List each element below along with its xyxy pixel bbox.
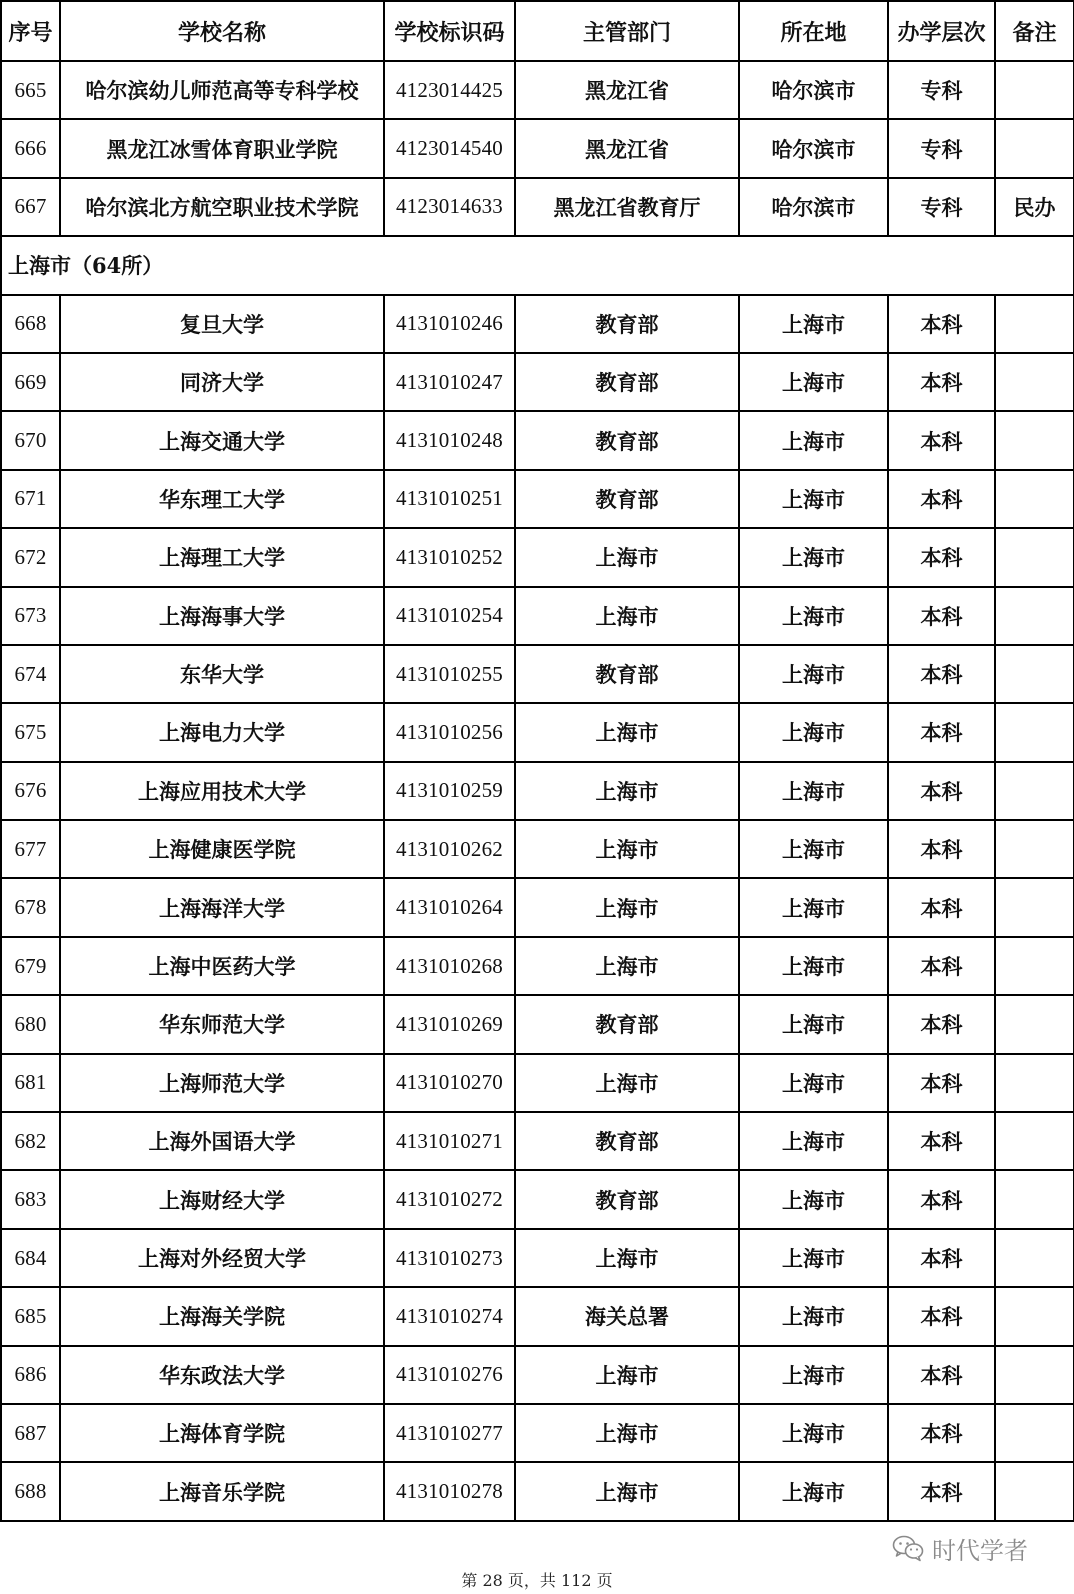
cell-level: 本科 bbox=[888, 820, 995, 878]
cell-level: 本科 bbox=[888, 1404, 995, 1462]
cell-serial-number: 667 bbox=[1, 178, 60, 236]
table-row bbox=[1, 1462, 1074, 1520]
cell-serial-number: 678 bbox=[1, 878, 60, 936]
cell-level: 本科 bbox=[888, 878, 995, 936]
cell-location: 上海市 bbox=[739, 995, 888, 1053]
cell-note bbox=[995, 1112, 1074, 1170]
cell-department: 上海市 bbox=[515, 937, 739, 995]
table-row bbox=[1, 1346, 1074, 1404]
cell-school-name: 上海交通大学 bbox=[60, 411, 384, 469]
table-row bbox=[1, 878, 1074, 936]
cell-school-name: 华东师范大学 bbox=[60, 995, 384, 1053]
table-row bbox=[1, 820, 1074, 878]
cell-location: 上海市 bbox=[739, 1346, 888, 1404]
cell-school-code: 4123014633 bbox=[384, 178, 515, 236]
cell-location: 上海市 bbox=[739, 1170, 888, 1228]
section-heading: 上海市（64所） bbox=[1, 236, 1074, 294]
cell-note bbox=[995, 762, 1074, 820]
cell-school-name: 上海海事大学 bbox=[60, 587, 384, 645]
cell-department: 上海市 bbox=[515, 587, 739, 645]
cell-location: 上海市 bbox=[739, 762, 888, 820]
cell-note bbox=[995, 1170, 1074, 1228]
table-row bbox=[1, 353, 1074, 411]
cell-school-name: 上海电力大学 bbox=[60, 703, 384, 761]
cell-school-name: 复旦大学 bbox=[60, 295, 384, 353]
cell-level: 本科 bbox=[888, 703, 995, 761]
cell-level: 专科 bbox=[888, 61, 995, 119]
wechat-icon bbox=[892, 1534, 924, 1562]
cell-serial-number: 681 bbox=[1, 1054, 60, 1112]
cell-school-name: 同济大学 bbox=[60, 353, 384, 411]
page-footer: 第 28 页，共 112 页 bbox=[461, 1571, 613, 1590]
cell-department: 教育部 bbox=[515, 1112, 739, 1170]
cell-location: 上海市 bbox=[739, 295, 888, 353]
cell-level: 本科 bbox=[888, 1462, 995, 1520]
cell-department: 上海市 bbox=[515, 762, 739, 820]
cell-level: 专科 bbox=[888, 178, 995, 236]
cell-level: 本科 bbox=[888, 411, 995, 469]
column-header-level: 办学层次 bbox=[888, 1, 995, 61]
cell-level: 本科 bbox=[888, 470, 995, 528]
cell-department: 上海市 bbox=[515, 1462, 739, 1520]
column-header-department: 主管部门 bbox=[515, 1, 739, 61]
cell-school-name: 上海体育学院 bbox=[60, 1404, 384, 1462]
column-header-school-name: 学校名称 bbox=[60, 1, 384, 61]
cell-department: 教育部 bbox=[515, 353, 739, 411]
table-body bbox=[1, 61, 1074, 1521]
cell-school-code: 4131010246 bbox=[384, 295, 515, 353]
cell-level: 本科 bbox=[888, 1054, 995, 1112]
cell-location: 上海市 bbox=[739, 645, 888, 703]
cell-level: 本科 bbox=[888, 1170, 995, 1228]
table-row bbox=[1, 295, 1074, 353]
cell-serial-number: 669 bbox=[1, 353, 60, 411]
cell-school-code: 4131010262 bbox=[384, 820, 515, 878]
cell-note bbox=[995, 1054, 1074, 1112]
cell-location: 上海市 bbox=[739, 820, 888, 878]
cell-serial-number: 682 bbox=[1, 1112, 60, 1170]
section-row bbox=[1, 236, 1074, 294]
cell-location: 哈尔滨市 bbox=[739, 61, 888, 119]
cell-school-code: 4131010252 bbox=[384, 528, 515, 586]
cell-department: 上海市 bbox=[515, 1054, 739, 1112]
cell-department: 上海市 bbox=[515, 1229, 739, 1287]
column-header-serial-number: 序号 bbox=[1, 1, 60, 61]
cell-serial-number: 672 bbox=[1, 528, 60, 586]
cell-school-code: 4131010269 bbox=[384, 995, 515, 1053]
cell-note bbox=[995, 1346, 1074, 1404]
cell-serial-number: 670 bbox=[1, 411, 60, 469]
cell-school-code: 4123014425 bbox=[384, 61, 515, 119]
cell-note bbox=[995, 703, 1074, 761]
cell-serial-number: 680 bbox=[1, 995, 60, 1053]
cell-serial-number: 677 bbox=[1, 820, 60, 878]
cell-department: 上海市 bbox=[515, 878, 739, 936]
cell-school-code: 4131010255 bbox=[384, 645, 515, 703]
table-row bbox=[1, 119, 1074, 177]
cell-school-code: 4131010277 bbox=[384, 1404, 515, 1462]
cell-serial-number: 686 bbox=[1, 1346, 60, 1404]
cell-note bbox=[995, 587, 1074, 645]
cell-serial-number: 688 bbox=[1, 1462, 60, 1520]
cell-school-code: 4131010264 bbox=[384, 878, 515, 936]
cell-department: 上海市 bbox=[515, 820, 739, 878]
cell-level: 本科 bbox=[888, 353, 995, 411]
cell-school-code: 4123014540 bbox=[384, 119, 515, 177]
cell-department: 教育部 bbox=[515, 411, 739, 469]
cell-level: 本科 bbox=[888, 1287, 995, 1345]
cell-serial-number: 685 bbox=[1, 1287, 60, 1345]
cell-serial-number: 671 bbox=[1, 470, 60, 528]
cell-location: 上海市 bbox=[739, 937, 888, 995]
cell-serial-number: 684 bbox=[1, 1229, 60, 1287]
cell-level: 本科 bbox=[888, 762, 995, 820]
cell-department: 上海市 bbox=[515, 1404, 739, 1462]
cell-note bbox=[995, 353, 1074, 411]
cell-note bbox=[995, 411, 1074, 469]
table-row bbox=[1, 61, 1074, 119]
cell-location: 上海市 bbox=[739, 587, 888, 645]
cell-school-name: 上海健康医学院 bbox=[60, 820, 384, 878]
cell-note bbox=[995, 119, 1074, 177]
cell-location: 上海市 bbox=[739, 1054, 888, 1112]
cell-note bbox=[995, 878, 1074, 936]
watermark bbox=[892, 1532, 1028, 1564]
cell-school-name: 上海理工大学 bbox=[60, 528, 384, 586]
cell-school-code: 4131010276 bbox=[384, 1346, 515, 1404]
watermark-text: 时代学者 bbox=[932, 1536, 1028, 1565]
table-row bbox=[1, 1112, 1074, 1170]
cell-note: 民办 bbox=[995, 178, 1074, 236]
cell-serial-number: 665 bbox=[1, 61, 60, 119]
table-header bbox=[1, 1, 1074, 61]
cell-school-name: 上海海洋大学 bbox=[60, 878, 384, 936]
cell-serial-number: 666 bbox=[1, 119, 60, 177]
cell-level: 本科 bbox=[888, 995, 995, 1053]
cell-school-code: 4131010278 bbox=[384, 1462, 515, 1520]
cell-department: 上海市 bbox=[515, 1346, 739, 1404]
cell-school-code: 4131010256 bbox=[384, 703, 515, 761]
cell-school-name: 上海音乐学院 bbox=[60, 1462, 384, 1520]
cell-level: 本科 bbox=[888, 645, 995, 703]
cell-department: 教育部 bbox=[515, 295, 739, 353]
cell-school-name: 上海应用技术大学 bbox=[60, 762, 384, 820]
cell-school-name: 上海中医药大学 bbox=[60, 937, 384, 995]
column-header-location: 所在地 bbox=[739, 1, 888, 61]
cell-level: 本科 bbox=[888, 528, 995, 586]
cell-note bbox=[995, 61, 1074, 119]
cell-serial-number: 687 bbox=[1, 1404, 60, 1462]
cell-location: 上海市 bbox=[739, 411, 888, 469]
cell-school-code: 4131010271 bbox=[384, 1112, 515, 1170]
cell-location: 上海市 bbox=[739, 1462, 888, 1520]
cell-school-code: 4131010268 bbox=[384, 937, 515, 995]
cell-department: 教育部 bbox=[515, 470, 739, 528]
table-row bbox=[1, 470, 1074, 528]
cell-note bbox=[995, 1404, 1074, 1462]
cell-location: 哈尔滨市 bbox=[739, 119, 888, 177]
cell-note bbox=[995, 937, 1074, 995]
cell-location: 上海市 bbox=[739, 1229, 888, 1287]
cell-school-code: 4131010274 bbox=[384, 1287, 515, 1345]
table-row bbox=[1, 587, 1074, 645]
cell-school-code: 4131010272 bbox=[384, 1170, 515, 1228]
cell-school-name: 华东政法大学 bbox=[60, 1346, 384, 1404]
cell-school-code: 4131010270 bbox=[384, 1054, 515, 1112]
cell-serial-number: 679 bbox=[1, 937, 60, 995]
cell-level: 本科 bbox=[888, 937, 995, 995]
cell-location: 上海市 bbox=[739, 1404, 888, 1462]
cell-location: 上海市 bbox=[739, 1287, 888, 1345]
header-row bbox=[1, 1, 1074, 61]
cell-serial-number: 674 bbox=[1, 645, 60, 703]
cell-school-code: 4131010259 bbox=[384, 762, 515, 820]
cell-department: 上海市 bbox=[515, 703, 739, 761]
cell-department: 教育部 bbox=[515, 645, 739, 703]
cell-school-name: 上海海关学院 bbox=[60, 1287, 384, 1345]
table-row bbox=[1, 1287, 1074, 1345]
cell-level: 专科 bbox=[888, 119, 995, 177]
cell-school-code: 4131010251 bbox=[384, 470, 515, 528]
table-row bbox=[1, 1054, 1074, 1112]
cell-note bbox=[995, 528, 1074, 586]
cell-school-name: 上海外国语大学 bbox=[60, 1112, 384, 1170]
cell-note bbox=[995, 295, 1074, 353]
table-row bbox=[1, 411, 1074, 469]
table-row bbox=[1, 762, 1074, 820]
cell-department: 上海市 bbox=[515, 528, 739, 586]
table-row bbox=[1, 1404, 1074, 1462]
cell-serial-number: 675 bbox=[1, 703, 60, 761]
cell-school-name: 哈尔滨幼儿师范高等专科学校 bbox=[60, 61, 384, 119]
cell-school-name: 哈尔滨北方航空职业技术学院 bbox=[60, 178, 384, 236]
column-header-school-code: 学校标识码 bbox=[384, 1, 515, 61]
cell-department: 海关总署 bbox=[515, 1287, 739, 1345]
cell-serial-number: 676 bbox=[1, 762, 60, 820]
cell-note bbox=[995, 470, 1074, 528]
cell-location: 哈尔滨市 bbox=[739, 178, 888, 236]
cell-serial-number: 683 bbox=[1, 1170, 60, 1228]
cell-school-code: 4131010248 bbox=[384, 411, 515, 469]
cell-department: 教育部 bbox=[515, 995, 739, 1053]
table-row bbox=[1, 995, 1074, 1053]
cell-department: 黑龙江省 bbox=[515, 61, 739, 119]
cell-serial-number: 668 bbox=[1, 295, 60, 353]
table-row bbox=[1, 703, 1074, 761]
cell-location: 上海市 bbox=[739, 878, 888, 936]
cell-department: 教育部 bbox=[515, 1170, 739, 1228]
table-row bbox=[1, 645, 1074, 703]
cell-level: 本科 bbox=[888, 587, 995, 645]
table-row bbox=[1, 528, 1074, 586]
cell-location: 上海市 bbox=[739, 1112, 888, 1170]
cell-school-name: 黑龙江冰雪体育职业学院 bbox=[60, 119, 384, 177]
cell-note bbox=[995, 1462, 1074, 1520]
cell-school-code: 4131010273 bbox=[384, 1229, 515, 1287]
table-row bbox=[1, 1229, 1074, 1287]
table-row bbox=[1, 937, 1074, 995]
cell-level: 本科 bbox=[888, 1346, 995, 1404]
cell-school-name: 上海财经大学 bbox=[60, 1170, 384, 1228]
cell-note bbox=[995, 995, 1074, 1053]
cell-school-code: 4131010247 bbox=[384, 353, 515, 411]
cell-note bbox=[995, 1287, 1074, 1345]
cell-level: 本科 bbox=[888, 1229, 995, 1287]
cell-note bbox=[995, 820, 1074, 878]
cell-location: 上海市 bbox=[739, 528, 888, 586]
cell-school-name: 华东理工大学 bbox=[60, 470, 384, 528]
cell-location: 上海市 bbox=[739, 353, 888, 411]
cell-department: 黑龙江省教育厅 bbox=[515, 178, 739, 236]
column-header-note: 备注 bbox=[995, 1, 1074, 61]
cell-department: 黑龙江省 bbox=[515, 119, 739, 177]
cell-level: 本科 bbox=[888, 295, 995, 353]
table-row bbox=[1, 1170, 1074, 1228]
cell-note bbox=[995, 645, 1074, 703]
cell-school-name: 上海对外经贸大学 bbox=[60, 1229, 384, 1287]
cell-school-name: 上海师范大学 bbox=[60, 1054, 384, 1112]
cell-school-name: 东华大学 bbox=[60, 645, 384, 703]
cell-level: 本科 bbox=[888, 1112, 995, 1170]
table-row bbox=[1, 178, 1074, 236]
cell-location: 上海市 bbox=[739, 470, 888, 528]
cell-note bbox=[995, 1229, 1074, 1287]
cell-serial-number: 673 bbox=[1, 587, 60, 645]
cell-school-code: 4131010254 bbox=[384, 587, 515, 645]
cell-location: 上海市 bbox=[739, 703, 888, 761]
